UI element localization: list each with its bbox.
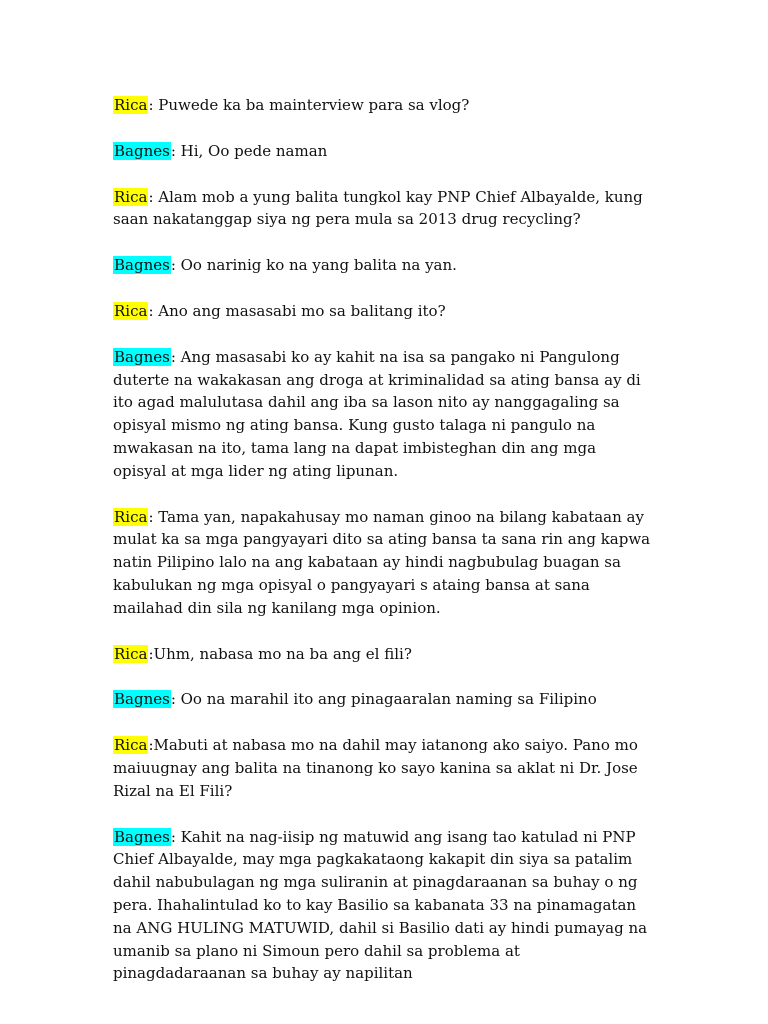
- dialogue-text: : Tama yan, napakahusay mo naman ginoo na bilang kabataan ay mulat ka sa mga pangyayari dito sa ating bansa ta sana rin ang kapwa natin Pilipino lalo na ang kabataan ay hindi nagbubulag buagan sa kabulukan ng mga opisyal o pangyayari s ataing bansa at sana mailahad din sila ng kanilang mga opinion.: [113, 507, 651, 617]
- dialogue-text: :Uhm, nabasa mo na ba ang el fili?: [148, 644, 412, 663]
- dialogue-line: [113, 140, 653, 163]
- speaker-label: Rica: [114, 507, 148, 526]
- dialogue-line: [113, 346, 653, 483]
- dialogue-line: [113, 826, 653, 986]
- speaker-label: Rica: [114, 736, 148, 755]
- dialogue-text: : Hi, Oo pede naman: [170, 141, 328, 160]
- dialogue-line: [113, 94, 653, 117]
- speaker-label: Rica: [114, 96, 148, 114]
- speaker-label: Bagnes: [114, 256, 170, 275]
- dialogue-text: : Puwede ka ba mainterview para sa vlog?: [148, 96, 470, 114]
- dialogue-transcript: [113, 94, 653, 1008]
- dialogue-line: [113, 734, 653, 802]
- dialogue-text: : Kahit na nag-iisip ng matuwid ang isang tao katulad ni PNP Chief Albayalde, may mga pagkakataong kakapit din siya sa patalim dahil nabubulagan ng mga suliranin at pinagdaraanan sa buhay o ng pera. Ihahalintulad ko to kay Basilio sa kabanata 33 na pinamagatan na ANG HULING MATUWID, dahil si Basilio dati ay hindi pumayag na umanib sa plano ni Simoun pero dahil sa problema at pinagdadaraanan sa buhay ay napilitan: [113, 827, 648, 983]
- dialogue-text: : Oo na marahil ito ang pinagaaralan naming sa Filipino: [170, 690, 597, 709]
- speaker-label: Rica: [114, 187, 148, 206]
- dialogue-text: : Ang masasabi ko ay kahit na isa sa pangako ni Pangulong duterte na wakakasan ang droga at kriminalidad sa ating bansa ay di ito agad malulutasa dahil ang iba sa lason nito ay nanggagaling sa opisyal mismo ng ating bansa. Kung gusto talaga ni pangulo na mwakasan na ito, tama lang na dapat imbisteghan din ang mga opisyal at mga lider ng ating lipunan.: [113, 347, 641, 480]
- dialogue-line: [113, 300, 653, 323]
- speaker-label: Bagnes: [114, 827, 170, 846]
- speaker-label: Bagnes: [114, 347, 170, 366]
- dialogue-line: [113, 186, 653, 232]
- speaker-label: Bagnes: [114, 690, 170, 709]
- speaker-label: Rica: [114, 644, 148, 663]
- dialogue-line: [113, 254, 653, 277]
- dialogue-text: : Oo narinig ko na yang balita na yan.: [170, 256, 457, 275]
- dialogue-text: : Ano ang masasabi mo sa balitang ito?: [148, 301, 446, 320]
- speaker-label: Bagnes: [114, 141, 170, 160]
- dialogue-line: [113, 506, 653, 620]
- speaker-label: Rica: [114, 301, 148, 320]
- dialogue-text: :Mabuti at nabasa mo na dahil may iatanong ako saiyo. Pano mo maiuugnay ang balita na tinanong ko sayo kanina sa aklat ni Dr. Jose Rizal na El Fili?: [113, 736, 638, 800]
- dialogue-text: : Alam mob a yung balita tungkol kay PNP Chief Albayalde, kung saan nakatanggap siya ng pera mula sa 2013 drug recycling?: [113, 187, 643, 229]
- dialogue-line: [113, 643, 653, 666]
- dialogue-line: [113, 688, 653, 711]
